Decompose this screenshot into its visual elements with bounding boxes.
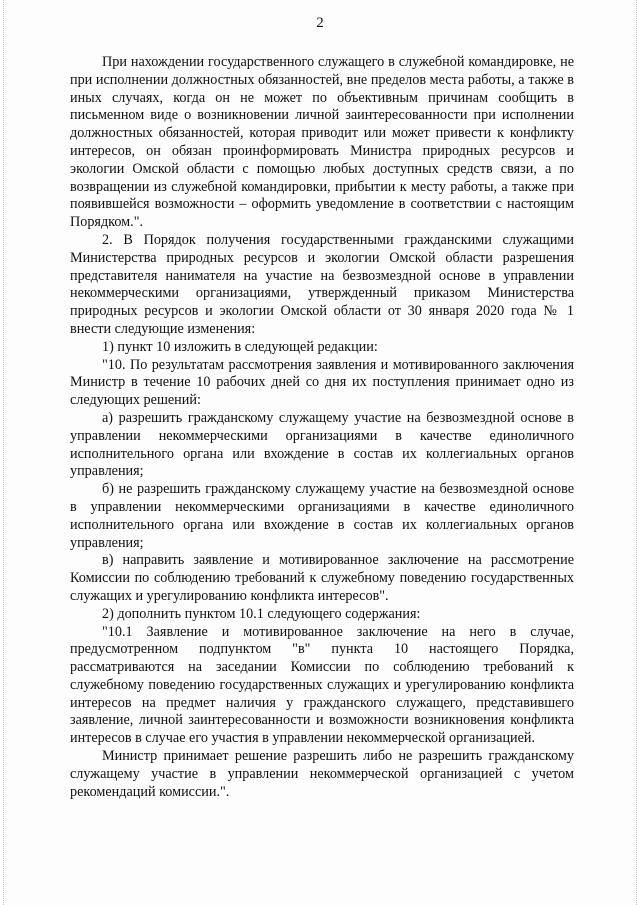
document-body xyxy=(70,54,574,801)
paragraph: Министр принимает решение разрешить либо не разрешить гражданскому служащему участие в управлении некоммерческой организацией с учетом рекомендаций комиссии.". xyxy=(70,748,574,800)
paragraph: б) не разрешить гражданскому служащему участие на безвозмездной основе в управлении некоммерческими организациями в качестве единоличного исполнительного органа или вхождение в состав их коллегиальных органов управления; xyxy=(70,481,574,551)
paragraph: 1) пункт 10 изложить в следующей редакции: xyxy=(102,338,378,355)
scan-edge-left xyxy=(3,0,5,905)
paragraph: "10. По результатам рассмотрения заявления и мотивированного заключения Министр в течение 10 рабочих дней со дня их поступления принимает одно из следующих решений: xyxy=(70,356,574,409)
page-number: 2 xyxy=(316,15,324,31)
paragraph: а) разрешить гражданскому служащему участие на безвозмездной основе в управлении некоммерческими организациями в качестве единоличного исполнительного органа или вхождение в состав их коллегиальных органов управления; xyxy=(70,409,574,480)
paragraph: При нахождении государственного служащего в служебной командировке, не при исполнении должностных обязанностей, вне пределов места работы, а также в иных случаях, когда он не может по объективным причинам сообщить в письменном виде о возникновении личной заинтересованности при исполнении должностных обязанностей, которая приводит или может привести к конфликту интересов, он обязан проинформировать Министра природных ресурсов и экологии Омской области с помощью любых доступных средств связи, а по возвращении из служебной командировки, прибытии к месту работы, а также при появившейся возможности – оформить уведомление в соответствии с настоящим Порядком.". xyxy=(70,54,574,231)
paragraph: в) направить заявление и мотивированное заключение на рассмотрение Комиссии по соблюдению требований к служебному поведению государственных служащих и урегулированию конфликта интересов". xyxy=(70,552,574,604)
paragraph: "10.1 Заявление и мотивированное заключение на него в случае, предусмотренном подпунктом "в" пункта 10 настоящего Порядка, рассматриваются на заседании Комиссии по соблюдению требований к служебному поведению государственных служащих и урегулированию конфликта интересов на предмет наличия у гражданского служащего, представившего заявление, личной заинтересованности и возможности возникновения конфликта интересов в случае его участия в управлении некоммерческой организацией. xyxy=(70,623,574,747)
paragraph: 2) дополнить пунктом 10.1 следующего содержания: xyxy=(102,605,421,622)
paragraph: 2. В Порядок получения государственными гражданскими служащими Министерства природных ресурсов и экологии Омской области разрешения представителя нанимателя на участие на безвозмездной основе в управлении некоммерческими организациями, утвержденный приказом Министерства природных ресурсов и экологии Омской области от 30 января 2020 года № 1 внести следующие изменения: xyxy=(70,231,574,337)
scan-edge-right xyxy=(636,0,638,905)
